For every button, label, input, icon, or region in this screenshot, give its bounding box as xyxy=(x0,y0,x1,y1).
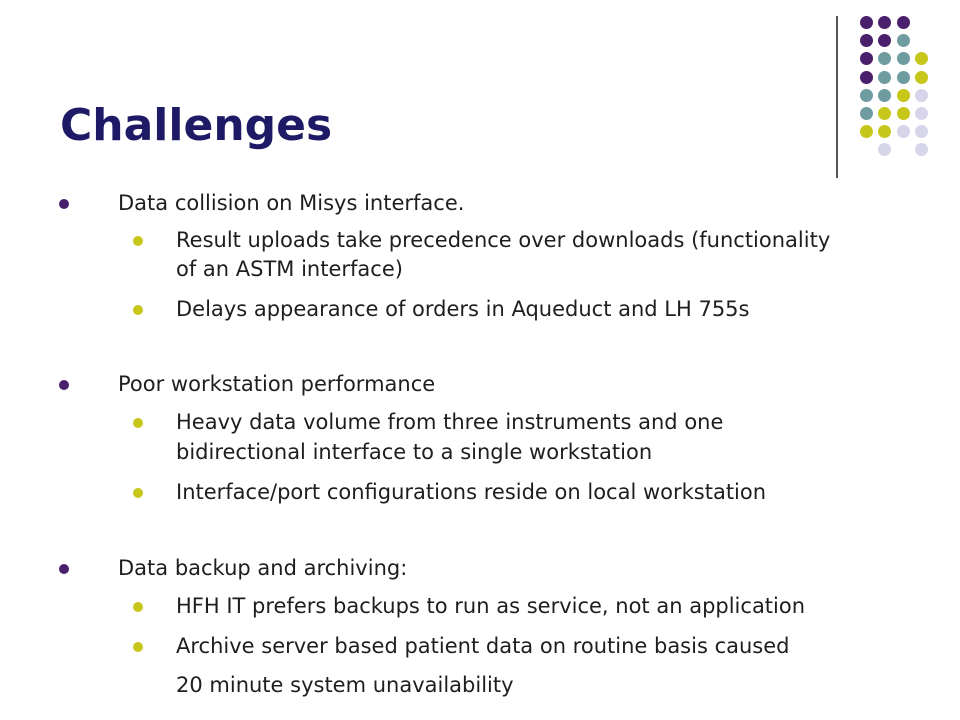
subbullet-heavy-data-volume: Heavy data volume from three instruments and one xyxy=(176,408,723,437)
decorative-dot xyxy=(878,52,891,65)
decorative-dot xyxy=(860,34,873,47)
decorative-dot xyxy=(860,16,873,29)
decorative-dot xyxy=(915,125,928,138)
decorative-dot xyxy=(915,71,928,84)
decorative-dot xyxy=(860,89,873,102)
decorative-dot xyxy=(915,89,928,102)
slide-title: Challenges xyxy=(60,100,333,151)
title-divider-line xyxy=(836,16,838,178)
subbullet-interface-port-config: Interface/port configurations reside on local workstation xyxy=(176,478,766,507)
bullet-data-backup: Data backup and archiving: xyxy=(118,554,407,583)
decorative-dot xyxy=(897,34,910,47)
decorative-dot xyxy=(897,71,910,84)
decorative-dot xyxy=(860,71,873,84)
bullet-data-collision: Data collision on Misys interface. xyxy=(118,189,464,218)
decorative-dot xyxy=(897,89,910,102)
subbullet-archive-server: Archive server based patient data on routine basis caused xyxy=(176,632,790,661)
subbullet-delays-appearance: Delays appearance of orders in Aqueduct and LH 755s xyxy=(176,295,749,324)
decorative-dot xyxy=(860,107,873,120)
decorative-dot xyxy=(897,107,910,120)
subbullet-hfh-it-backups: HFH IT prefers backups to run as service, not an application xyxy=(176,592,805,621)
decorative-dot xyxy=(860,125,873,138)
decorative-dot xyxy=(860,52,873,65)
decorative-dot xyxy=(878,143,891,156)
decorative-dot xyxy=(897,125,910,138)
decorative-dot xyxy=(915,143,928,156)
decorative-dot xyxy=(878,16,891,29)
bullet-poor-performance: Poor workstation performance xyxy=(118,370,435,399)
decorative-dot xyxy=(897,16,910,29)
subbullet-archive-server-cont: 20 minute system unavailability xyxy=(176,673,514,697)
subbullet-heavy-data-volume-cont: bidirectional interface to a single workstation xyxy=(176,440,653,464)
decorative-dot xyxy=(878,89,891,102)
decorative-dot xyxy=(915,52,928,65)
decorative-dot xyxy=(878,71,891,84)
decorative-dot xyxy=(878,34,891,47)
decorative-dot xyxy=(897,52,910,65)
decorative-dot xyxy=(878,125,891,138)
decorative-dot xyxy=(878,107,891,120)
subbullet-result-uploads-cont: of an ASTM interface) xyxy=(176,257,403,281)
subbullet-result-uploads: Result uploads take precedence over downloads (functionality xyxy=(176,226,830,255)
decorative-dot xyxy=(915,107,928,120)
